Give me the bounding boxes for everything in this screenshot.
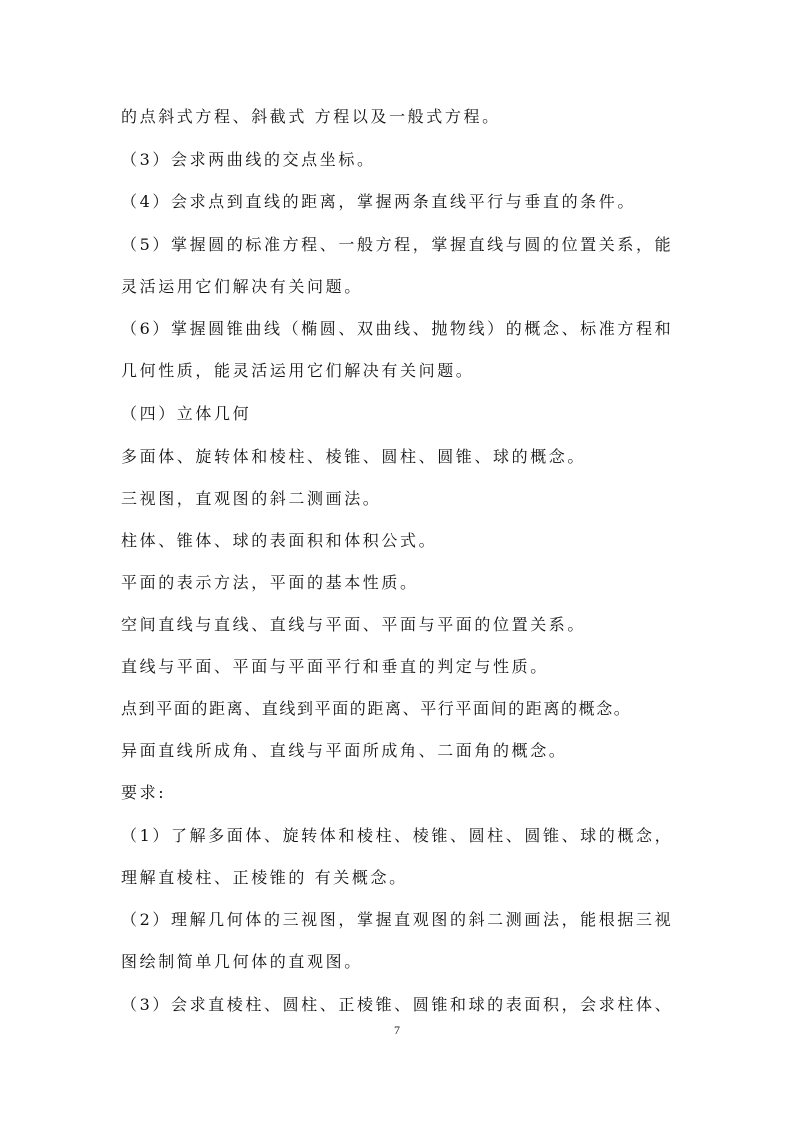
- content-line-position-relations: 空间直线与直线、直线与平面、平面与平面的位置关系。: [121, 615, 587, 634]
- requirement-item-6-continued: 几何性质，能灵活运用它们解决有关问题。: [121, 361, 475, 380]
- content-line-angles: 异面直线所成角、直线与平面所成角、二面角的概念。: [121, 741, 568, 760]
- requirement-item-5-continued: 灵活运用它们解决有关问题。: [121, 277, 363, 296]
- content-line-distances: 点到平面的距离、直线到平面的距离、平行平面间的距离的概念。: [121, 699, 632, 718]
- page-number: 7: [394, 1023, 400, 1037]
- requirements-heading: 要求:: [121, 783, 167, 802]
- requirement-item-3: （3）会求两曲线的交点坐标。: [121, 150, 376, 169]
- content-line-three-views: 三视图，直观图的斜二测画法。: [121, 489, 382, 508]
- text-line-1: 的点斜式方程、斜截式 方程以及一般式方程。: [121, 107, 501, 126]
- geometry-requirement-item-1: （1）了解多面体、旋转体和棱柱、棱锥、圆柱、圆锥、球的概念，: [121, 826, 674, 845]
- requirement-item-4: （4）会求点到直线的距离，掌握两条直线平行与垂直的条件。: [121, 192, 636, 211]
- requirement-item-6: （6）掌握圆锥曲线（椭圆、双曲线、抛物线）的概念、标准方程和: [121, 319, 674, 338]
- geometry-requirement-item-2: （2）理解几何体的三视图，掌握直观图的斜二测画法，能根据三视: [121, 910, 674, 929]
- section-heading-solid-geometry: （四）立体几何: [121, 404, 252, 423]
- requirement-item-5: （5）掌握圆的标准方程、一般方程，掌握直线与圆的位置关系，能: [121, 235, 674, 254]
- content-line-parallel-perpendicular: 直线与平面、平面与平面平行和垂直的判定与性质。: [121, 657, 549, 676]
- geometry-requirement-item-2-continued: 图绘制简单几何体的直观图。: [121, 952, 363, 971]
- content-line-polyhedra: 多面体、旋转体和棱柱、棱锥、圆柱、圆锥、球的概念。: [121, 447, 587, 466]
- content-line-plane-properties: 平面的表示方法，平面的基本性质。: [121, 573, 419, 592]
- content-line-surface-volume: 柱体、锥体、球的表面积和体积公式。: [121, 531, 438, 550]
- geometry-requirement-item-1-continued: 理解直棱柱、正棱锥的 有关概念。: [121, 868, 408, 887]
- geometry-requirement-item-3: （3）会求直棱柱、圆柱、正棱锥、圆锥和球的表面积，会求柱体、: [121, 995, 674, 1014]
